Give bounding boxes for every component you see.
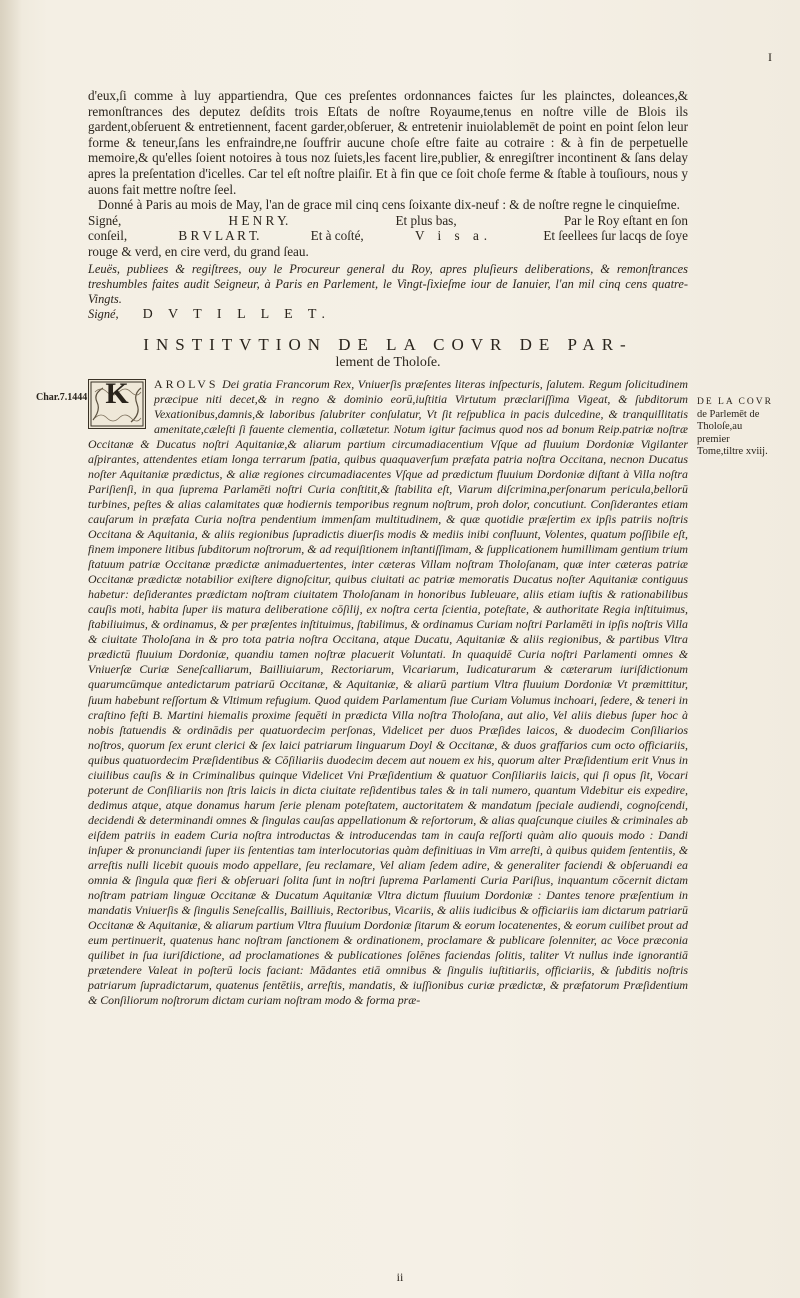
- main-text-column: [88, 88, 688, 1009]
- page-number: ii: [396, 1270, 404, 1284]
- sig-label: Signé,: [88, 212, 122, 228]
- margin-note-left: Char.7.1444: [36, 392, 88, 403]
- ordinance-closing: [88, 88, 688, 213]
- signature-row-3: [88, 244, 688, 260]
- registration-sig-name: D V T I L L E T.: [142, 306, 331, 322]
- sig-seellees: Et ſeellees ſur lacqs de ſoye: [543, 228, 688, 244]
- section-subtitle: lement de Tholoſe.: [335, 354, 441, 370]
- edge-mark: I: [768, 50, 772, 64]
- charter-body: Dei gratia Francorum Rex, Vniuerſis præſentes literas inſpecturis, ſalutem. Regum ſolicitudinem præcipue niti decet,& in regno & dominio eorū,iuſtitia Virtutum præclariſſima Vigeat, & ſubditorum Vexationibus,damnis,& laboribus ſalubriter conſulatur, Vt ſit reſpublica in pacis dulcedine, & tranquillitatis amenitate,cæleſti ſi fauente clementia, collætetur. Notum igitur facimus quod nos ad bonum Reip.patriæ noſtræ Occitanæ & Ducatus noſtri Aquitaniæ,& aliarum partium circumadiacentium Vſque ad fluuium Dordoniæ Vigilanter aſpirantes, attendentes etiam longa terrarum ſpatia, quibus quaquaverſum præfata patria noſtra Occitana, necnon Ducatus noſter Aquitaniæ prædictus, & aliæ regiones circumadiacentes Vſque ad prædictum fluuium Dordoniæ diſtant à Villa noſtra Pariſienſi, in qua ſuprema Parlamēti noſtri Curia conſtitit,& ſtabilita eſt, Viarum diſcrimina,perſonarum pericula,bellorū turbines, peſtes & alias calamitates quæ hodiernis temporibus regnum noſtrum, proh dolor, concutiunt. Conſiderantes etiam cauſarum in præfata Curia noſtra pendentium immenſam multitudinem, & quæ quotidie præſertim ex ipſis patriis noſtris Occitana & Aquitania, & aliis regionibus ſupradictis diuerſis modis & mediis inibi confluunt, Volentes, quatum poſſibile eſt, finem imponere litibus ſubditorum noſtrorum, & ad requiſitionem inſtantiſſimam, & ſupplicationem humillimam gentium trium ſtatuum patriæ Occitanæ prædictæ animaduertentes, inter cæteras Villam noſtram Tholoſanam, quæ inter cæteras patriæ Occitanæ prædictæ notabilior exiſtere dignoſcitur, quibus ciuitati ac patriæ memoratis Ducatus noſter Aquitaniæ contiguus habetur: deſiderantes prædictam noſtram ciuitatem Tholoſanam in honoribus Iubleuare, aliis etiam iuſtis & rationabilibus cauſis moti, habita ſuper iis matura deliberatione cōſilij, ex noſtra certa ſcientia, poteſtate, & authoritate Regia inſtituimus, ſtabiliuimus, & ordinamus, & per præſentes inſtituimus, ſtabilimus, & ordinamus Curiam noſtri Parlamēti in ipſis noſtris Villa & ciuitate Tholoſana in & pro tota patria noſtra Occitana, atque Ducatu, Aquitaniæ & aliis regionibus, & partibus Vltra prædictū fluuium Dordoniæ, quandiu tamen noſtræ placuerit Voluntati. In quaquidē Curia noſtri Parlamenti omnes & Vniuerſæ Curiæ Seneſcalliarum, Bailliuiarum, Rectoriarum, Vicariarum, Iudicaturarum & cæterarum iuriſdictionum quarumcūmque antedictarum patriarū Occitanæ, & Aquitaniæ, & aliarū partium Vltra fluuium Dordoniæ Vt præmittitur, ſuum habebunt reſſortum & Vltimum refugium. Quod quidem Parlamentum ſiue Curiam Volumus inchoari, ſedere, & teneri in craſtino feſti B. Martini hiemalis proxime ſequēti in prædicta Villa noſtra Tholoſana, aut alio, Vel aliis diebus ſuper hoc à nobis ſtatuendis & ordinādis per quatuordecim perſonas, Videlicet per duos Præſides laicos, & duodecim Conſiliarios noſtros, quorum ſex erunt clerici & ſex laici patriarum linguarum Doyl & Occitanæ, & duos graffarios cum octo officiariis, quibus quatuordecim Præſidentibus & Cōſiliariis duodecim decem aut nouem ex his, quorum alter Præſidentium erit Vnus in ciuilibus cauſis & in Criminalibus quinque Videlicet Vni Præſidentium & quatuor Conſiliariis laicis, qui ſi opus ſit, Vocari poterunt de Conſiliariis non ſtris laicis in dicta ciuitate reſidentibus tales & in tali numero, quantum Videbitur eis expedire, dedimus atque, atque donamus harum ſerie plenam poteſtatem, auctoritatem & mandatum ſpeciale audiendi, cognoſcendi, decidendi & determinandi omnes & ſingulas cauſas appellationum & reſortorum, & alias quaſcunque ciuiles & criminales ab eiſdem patriis in eadem Curia noſtra introductas & introducendas tam in cauſa reſſorti quàm alio quouis modo : Dandi inſuper & pronunciandi ſuper iis ſententias tam interlocutorias quàm definitiuas in Vim arreſti, à quibus quidem ſententiis, & arreſtis nulli licebit quouis modo appellare, ſeu reclamare, Vel aliam ſedem adire, & generaliter faciendi & obſeruandi ea omnia & ſingula quæ fieri & obſeruari ſolita ſunt in noſtri ſuprema Parlamenti Curia Pariſius, inquantum cōcernit dictam noſtram patriam linguæ Occitanæ & Ducatum Aquitaniæ Vltra dictum fluuium Dordoniæ : Dantes tenore præſentium in mandatis Vniuerſis & ſingulis Seneſcallis, Bailliuis, Rectoribus, Vicariis, & aliis iudicibus & officiariis iam dictarum patriarū Occitanæ & Aquitaniæ, & aliarum partium Vltra fluuium Dordoniæ ſitarum & eorum locatenentes, & eorum cuilibet prout ad eum pertinuerit, quatenus hanc noſtram ſanctionem & ordinationem, proclamare & publicare ſolenniter, ac Voce præconia quilibet in ſua iuriſdictione, ad proclamationes & publicationes ſolēnes faciendas ſolitis, taliter Vt nullus inde ignorantiā prætendere Valeat in poſterū locis faciant: Mādantes etiā omnibus & ſingulis iuſtitiariis, officiariis, & ſubditis noſtris patriarum ſupradictarum, quatenus ſentētiis, arreſtis, mandatis, & iuſſionibus curiæ prædictæ, & præfatorum Præſidentium & Conſiliorum noſtrorum dictam curiam noſtram modo & forma præ-: [88, 376, 688, 1008]
- sig-par-le-roy: Par le Roy eſtant en ſon: [563, 212, 688, 228]
- page-gutter-shadow: [0, 0, 22, 1298]
- margin-note-right: [697, 396, 775, 459]
- registration-sig-label: Signé,: [88, 306, 119, 321]
- initial-letter: K: [105, 376, 129, 410]
- sig-visa: V i s a.: [414, 228, 493, 244]
- sig-a-coste: Et à coſté,: [310, 228, 364, 244]
- sig-conseil: conſeil,: [88, 228, 128, 244]
- signature-row-1: [88, 213, 688, 229]
- sig-plus-bas: Et plus bas,: [395, 212, 457, 228]
- dating-paragraph: Donné à Paris au mois de May, l'an de grace mil cinq cens ſoixante dix-neuf : & de noſtre regne le cinquieſme.: [98, 197, 680, 213]
- registration-note: Leuës, publiees & regiſtrees, ouy le Procureur general du Roy, apres pluſieurs deliberations, & remonſtrances treshumbles faites audit Seigneur, à Paris en Parlement, le Vingt-ſixieſme iour de Ianuier, l'an mil cinq cens quatre-Vingts.: [88, 261, 688, 306]
- opening-caps: AROLVS: [154, 376, 219, 391]
- registration-signature: [88, 307, 688, 322]
- latin-charter-text: [88, 377, 688, 1009]
- decorated-initial: [88, 376, 146, 429]
- margin-note-text: de Parlemēt de Tholoſe,au premier Tome,tiltre xviij.: [697, 408, 768, 457]
- closing-paragraph: d'eux,ſi comme à luy appartiendra, Que ces preſentes ordonnances faictes ſur les plainctes, doleances,& remonſtrances des deputez deſdits trois Eſtats de noſtre Royaume,tenus en noſtre ville de Blois ils gardent,obſeruent & entretiennent, facent garder,obſeruer, & entretenir inuiolablemēt de point en point ſelon leur forme & teneur,ſans les enfraindre,ne ſouffrir aucune choſe eſtre faite au cotraire : & à fin de perpetuelle memoire,& qu'elles ſoient notoires à tous noz ſuiets,les facent lire,publier, & enregiſtrer incontinent & ſans delay apres la preſentation d'icelles. Car tel eſt noſtre plaiſir. Et à fin que ce ſoit choſe ferme & ſtable à touſiours, nous y auons fait mettre noſtre ſeel.: [88, 88, 688, 197]
- section-title: INSTITVTION DE LA COVR DE PAR-: [143, 334, 633, 354]
- sig-name-henry: H E N R Y.: [228, 212, 289, 228]
- sig-seal-description: rouge & verd, en cire verd, du grand ſeau.: [88, 243, 309, 259]
- margin-note-heading: DE LA COVR: [697, 397, 773, 407]
- signature-row-2: [88, 228, 688, 244]
- sig-name-brulart: B R V L A R T.: [178, 228, 260, 244]
